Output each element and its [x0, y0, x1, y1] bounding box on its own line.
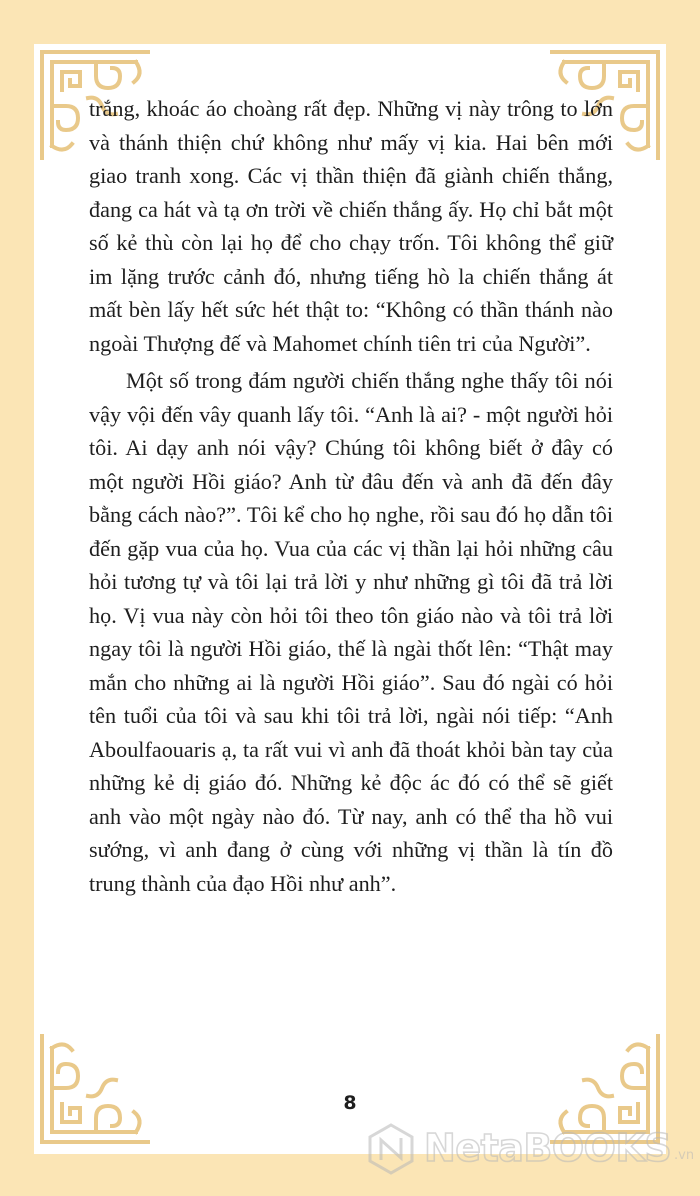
page-number: 8 — [343, 1092, 357, 1114]
paragraph-2: Một số trong đám người chiến thắng nghe thấy tôi nói vậy vội đến vây quanh lấy tôi. “Anh là ai? - một người hỏi tôi. Ai dạy anh nói vậy? Chúng tôi không biết ở đây có một người Hồi giáo? Anh từ đâu đến và anh đã đến đây bằng cách nào?”. Tôi kể cho họ nghe, rồi sau đó họ dẫn tôi đến gặp vua của họ. Vua của các vị thần lại hỏi những câu hỏi tương tự và tôi lại trả lời y như những gì tôi đã trả lời họ. Vị vua này còn hỏi tôi theo tôn giáo nào và tôi trả lời ngay tôi là người Hồi giáo, thế là ngài thốt lên: “Thật may mắn cho những ai là người Hồi giáo”. Sau đó ngài có hỏi tên tuổi của tôi và sau khi tôi trả lời, ngài nói tiếp: “Anh Aboulfaouaris ạ, ta rất vui vì anh đã thoát khỏi bàn tay của những kẻ dị giáo đó. Những kẻ độc ác đó có thể sẽ giết anh vào một ngày nào đó. Từ nay, anh có thể tha hồ vui sướng, vì anh đang ở cùng với những vị thần là tín đồ trung thành của đạo Hồi như anh”. — [89, 368, 613, 896]
watermark-tld: .vn — [674, 1148, 695, 1163]
watermark-brand: NetaBOOKS — [424, 1126, 672, 1170]
neta-hexagon-logo-icon — [364, 1122, 418, 1176]
body-text — [89, 92, 613, 900]
watermark — [362, 1120, 700, 1178]
paragraph-1: trắng, khoác áo choàng rất đẹp. Những vị này trông to lớn và thánh thiện chứ không như mấy vị kia. Hai bên mới giao tranh xong. Các vị thần thiện đã giành chiến thắng, đang ca hát và tạ ơn trời về chiến thắng ấy. Họ chỉ bắt một số kẻ thù còn lại họ để cho chạy trốn. Tôi không thể giữ im lặng trước cảnh đó, nhưng tiếng hò la chiến thắng át mất bèn lấy hết sức hét thật to: “Không có thần thánh nào ngoài Thượng đế và Mahomet chính tiên tri của Người”. — [89, 96, 613, 356]
corner-ornament-bottom-left — [36, 1030, 154, 1148]
